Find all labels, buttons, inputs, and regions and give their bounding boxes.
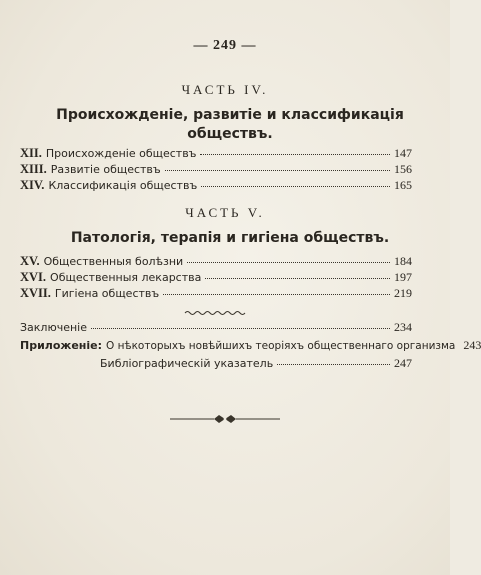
- page-reference: 197: [394, 270, 412, 284]
- chapter-number: XV.: [20, 254, 40, 268]
- toc-entry-conclusion[interactable]: [20, 320, 412, 336]
- leader-dots: [200, 146, 390, 155]
- leader-dots: [187, 254, 390, 263]
- chapter-title: Гигіена обществъ: [54, 287, 160, 300]
- toc-entry[interactable]: [20, 178, 412, 194]
- chapter-number: XIV.: [20, 178, 45, 192]
- part-5-heading: ЧАСТЬ V.: [185, 205, 265, 220]
- page-reference: 243: [463, 338, 481, 352]
- page-reference: 165: [394, 178, 412, 192]
- page-reference: 247: [394, 356, 412, 370]
- toc-entry[interactable]: [20, 286, 412, 302]
- leader-dots: [277, 356, 390, 365]
- page-reference: 147: [394, 146, 412, 160]
- chapter-title: Развитіе обществъ: [50, 163, 161, 176]
- chapter-title: Общественныя лекарства: [50, 271, 202, 284]
- page-reference: 234: [394, 320, 412, 334]
- chapter-title: Общественныя болѣзни: [43, 255, 184, 268]
- toc-entry[interactable]: [20, 162, 412, 178]
- part-4-title-line-2: обществъ.: [187, 126, 273, 142]
- part-5-title: Патологія, терапія и гигіена обществъ.: [70, 230, 390, 246]
- chapter-number: XVII.: [20, 286, 51, 300]
- bibliography-title: Библіографическій указатель: [100, 357, 274, 370]
- page-reference: 219: [394, 286, 412, 300]
- toc-entry-appendix[interactable]: [20, 338, 481, 354]
- chapter-title: Классификація обществъ: [48, 179, 198, 192]
- chapter-number: XII.: [20, 146, 42, 160]
- toc-entry[interactable]: [20, 146, 412, 162]
- part-4-title: [40, 106, 420, 144]
- appendix-title: О нѣкоторыхъ новѣйшихъ теоріяхъ общественнаго организма: [106, 340, 456, 352]
- toc-entry[interactable]: [20, 254, 412, 270]
- chapter-number: XVI.: [20, 270, 47, 284]
- wavy-separator-ornament: [185, 310, 245, 316]
- part-4-heading: ЧАСТЬ IV.: [181, 82, 269, 97]
- leader-dots: [205, 270, 390, 279]
- chapter-title: Происхожденіе обществъ: [45, 147, 197, 160]
- appendix-label: Приложеніе:: [20, 339, 103, 352]
- leader-dots: [91, 320, 390, 329]
- page-reference: 156: [394, 162, 412, 176]
- leader-dots: [165, 162, 390, 171]
- toc-entry-bibliography[interactable]: [100, 356, 412, 372]
- leader-dots: [201, 178, 390, 187]
- page-number: — 249 —: [193, 38, 257, 53]
- page-reference: 184: [394, 254, 412, 268]
- conclusion-title: Заключеніе: [20, 321, 88, 334]
- chapter-number: XIII.: [20, 162, 47, 176]
- end-ornament: [170, 414, 280, 424]
- part-4-title-line-1: Происхожденіе, развитіе и классификація: [56, 107, 404, 123]
- toc-entry[interactable]: [20, 270, 412, 286]
- leader-dots: [163, 286, 390, 295]
